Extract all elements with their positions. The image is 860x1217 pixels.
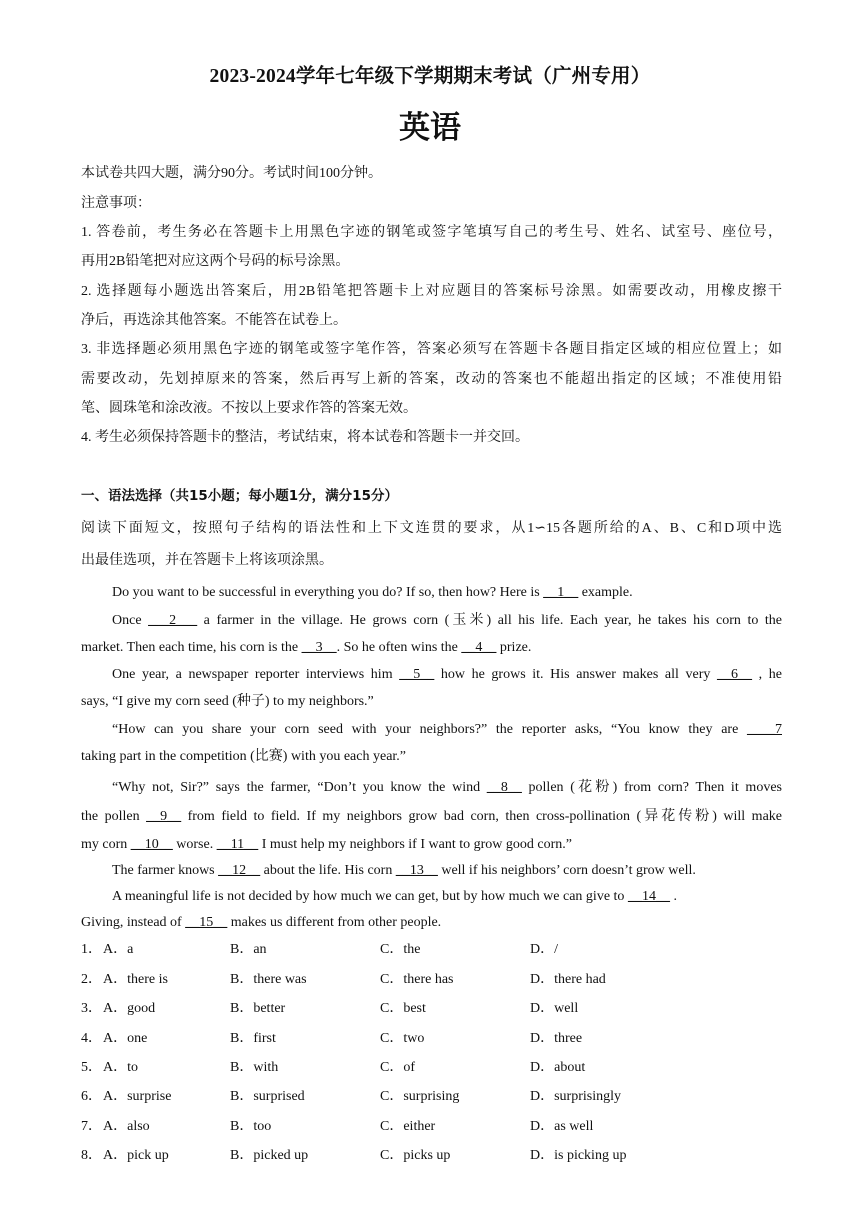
notice-3-line-3: 笔、圆珠笔和涂改液。不按以上要求作答的答案无效。 xyxy=(81,401,417,416)
exam-intro: 本试卷共四大题，满分90分。考试时间100分钟。 xyxy=(81,166,382,181)
option-b[interactable]: B．better xyxy=(230,1001,286,1016)
option-b[interactable]: B．with xyxy=(230,1060,279,1075)
option-a[interactable]: A．also xyxy=(103,1119,150,1134)
option-c[interactable]: C．either xyxy=(380,1119,436,1134)
blank: __10__ xyxy=(130,837,173,852)
option-c[interactable]: C．of xyxy=(380,1060,415,1075)
notice-2-line-1: 2. 选择题每小题选出答案后，用2B铅笔把答题卡上对应题目的答案标号涂黑。如需要改动，用橡皮擦干 xyxy=(81,284,782,299)
option-b[interactable]: B．too xyxy=(230,1119,272,1134)
blank: __15__ xyxy=(185,915,228,930)
passage-line: Giving, instead of __15__ makes us different from other people. xyxy=(81,915,442,930)
option-a[interactable]: A．a xyxy=(103,942,134,957)
passage-line: The farmer knows __12__ about the life. His corn __13__ well if his neighbors’ corn doesn’t grow well. xyxy=(112,863,696,878)
question-number: 6． xyxy=(81,1089,102,1104)
option-b[interactable]: B．surprised xyxy=(230,1089,305,1104)
notice-3-line-1: 3. 非选择题必须用黑色字迹的钢笔或签字笔作答，答案必须写在答题卡各题目指定区域的相应位置上；如 xyxy=(81,342,782,357)
question-number: 5． xyxy=(81,1060,102,1075)
option-a[interactable]: A．there is xyxy=(103,972,168,987)
passage-line: my corn __10__ worse. __11__ I must help my neighbors if I want to grow good corn.” xyxy=(81,837,572,852)
passage-line: Once ___2___ a farmer in the village. He grows corn (玉米) all his life. Each year, he takes his corn to the xyxy=(112,613,782,628)
option-d[interactable]: D．is picking up xyxy=(530,1148,627,1163)
section-directions-line-1: 阅读下面短文，按照句子结构的语法性和上下文连贯的要求，从1∽15各题所给的A、B、C和D项中选 xyxy=(81,521,782,536)
blank: __14__ xyxy=(627,889,670,904)
option-b[interactable]: B．there was xyxy=(230,972,307,987)
option-c[interactable]: C．surprising xyxy=(380,1089,460,1104)
option-a[interactable]: A．to xyxy=(103,1060,138,1075)
blank: __12__ xyxy=(218,863,261,878)
option-c[interactable]: C．best xyxy=(380,1001,426,1016)
passage-line: says, “I give my corn seed (种子) to my neighbors.” xyxy=(81,694,374,709)
option-d[interactable]: D．three xyxy=(530,1031,583,1046)
notice-heading: 注意事项： xyxy=(81,196,151,211)
option-d[interactable]: D．as well xyxy=(530,1119,594,1134)
blank: __9__ xyxy=(146,809,182,824)
option-a[interactable]: A．one xyxy=(103,1031,148,1046)
section-directions-line-2: 出最佳选项，并在答题卡上将该项涂黑。 xyxy=(81,553,333,568)
notice-4: 4. 考生必须保持答题卡的整洁，考试结束，将本试卷和答题卡一并交回。 xyxy=(81,430,529,445)
blank: __1__ xyxy=(543,585,579,600)
option-d[interactable]: D．about xyxy=(530,1060,586,1075)
option-c[interactable]: C．there has xyxy=(380,972,454,987)
notice-1-line-1: 1. 答卷前，考生务必在答题卡上用黑色字迹的钢笔或签字笔填写自己的考生号、姓名、试室号、座位号， xyxy=(81,225,782,240)
notice-1-line-2: 再用2B铅笔把对应这两个号码的标号涂黑。 xyxy=(81,254,350,269)
option-a[interactable]: A．good xyxy=(103,1001,156,1016)
passage-line: “Why not, Sir?” says the farmer, “Don’t you know the wind __8__ pollen (花粉) from corn? Then it moves xyxy=(112,780,782,795)
option-b[interactable]: B．first xyxy=(230,1031,276,1046)
option-a[interactable]: A．surprise xyxy=(103,1089,172,1104)
blank: __13__ xyxy=(395,863,438,878)
question-number: 4． xyxy=(81,1031,102,1046)
subject-title: 英语 xyxy=(399,110,461,146)
passage-line: market. Then each time, his corn is the __3__. So he often wins the __4__ prize. xyxy=(81,640,532,655)
blank: __5__ xyxy=(399,667,435,682)
option-d[interactable]: D．/ xyxy=(530,942,558,957)
question-number: 3． xyxy=(81,1001,102,1016)
notice-2-line-2: 净后，再选涂其他答案。不能答在试卷上。 xyxy=(81,313,347,328)
passage-line: Do you want to be successful in everything you do? If so, then how? Here is __1__ example. xyxy=(112,585,633,600)
option-a[interactable]: A．pick up xyxy=(103,1148,169,1163)
page-title: 2023-2024学年七年级下学期期末考试（广州专用） xyxy=(209,66,651,87)
notice-3-line-2: 需要改动，先划掉原来的答案，然后再写上新的答案，改动的答案也不能超出指定的区域；不准使用铅 xyxy=(81,372,782,387)
passage-line: One year, a newspaper reporter interviews him __5__ how he grows it. His answer makes all very __6__ , he xyxy=(112,667,782,682)
question-number: 2． xyxy=(81,972,102,987)
option-b[interactable]: B．an xyxy=(230,942,267,957)
question-number: 8． xyxy=(81,1148,102,1163)
option-d[interactable]: D．there had xyxy=(530,972,606,987)
option-d[interactable]: D．surprisingly xyxy=(530,1089,621,1104)
blank: ___2___ xyxy=(148,613,198,628)
passage-line: taking part in the competition (比赛) with you each year.” xyxy=(81,749,407,764)
passage-line: A meaningful life is not decided by how much we can get, but by how much we can give to __14__ . xyxy=(112,889,677,904)
question-number: 1． xyxy=(81,942,102,957)
option-c[interactable]: C．two xyxy=(380,1031,425,1046)
question-number: 7． xyxy=(81,1119,102,1134)
passage-line: “How can you share your corn seed with your neighbors?” the reporter asks, “You know they are ____7 xyxy=(112,722,782,737)
blank: __11__ xyxy=(216,837,259,852)
option-c[interactable]: C．the xyxy=(380,942,421,957)
blank: ____7 xyxy=(747,722,782,737)
blank: __6__ xyxy=(717,667,753,682)
blank: __3__ xyxy=(301,640,337,655)
blank: __4__ xyxy=(461,640,497,655)
option-d[interactable]: D．well xyxy=(530,1001,579,1016)
section-heading: 一、语法选择（共15小题；每小题1分，满分15分） xyxy=(81,488,398,504)
passage-line: the pollen __9__ from field to field. If my neighbors grow bad corn, then cross-pollination (异花传粉) will make xyxy=(81,809,782,824)
blank: __8__ xyxy=(486,780,522,795)
option-b[interactable]: B．picked up xyxy=(230,1148,309,1163)
option-c[interactable]: C．picks up xyxy=(380,1148,451,1163)
